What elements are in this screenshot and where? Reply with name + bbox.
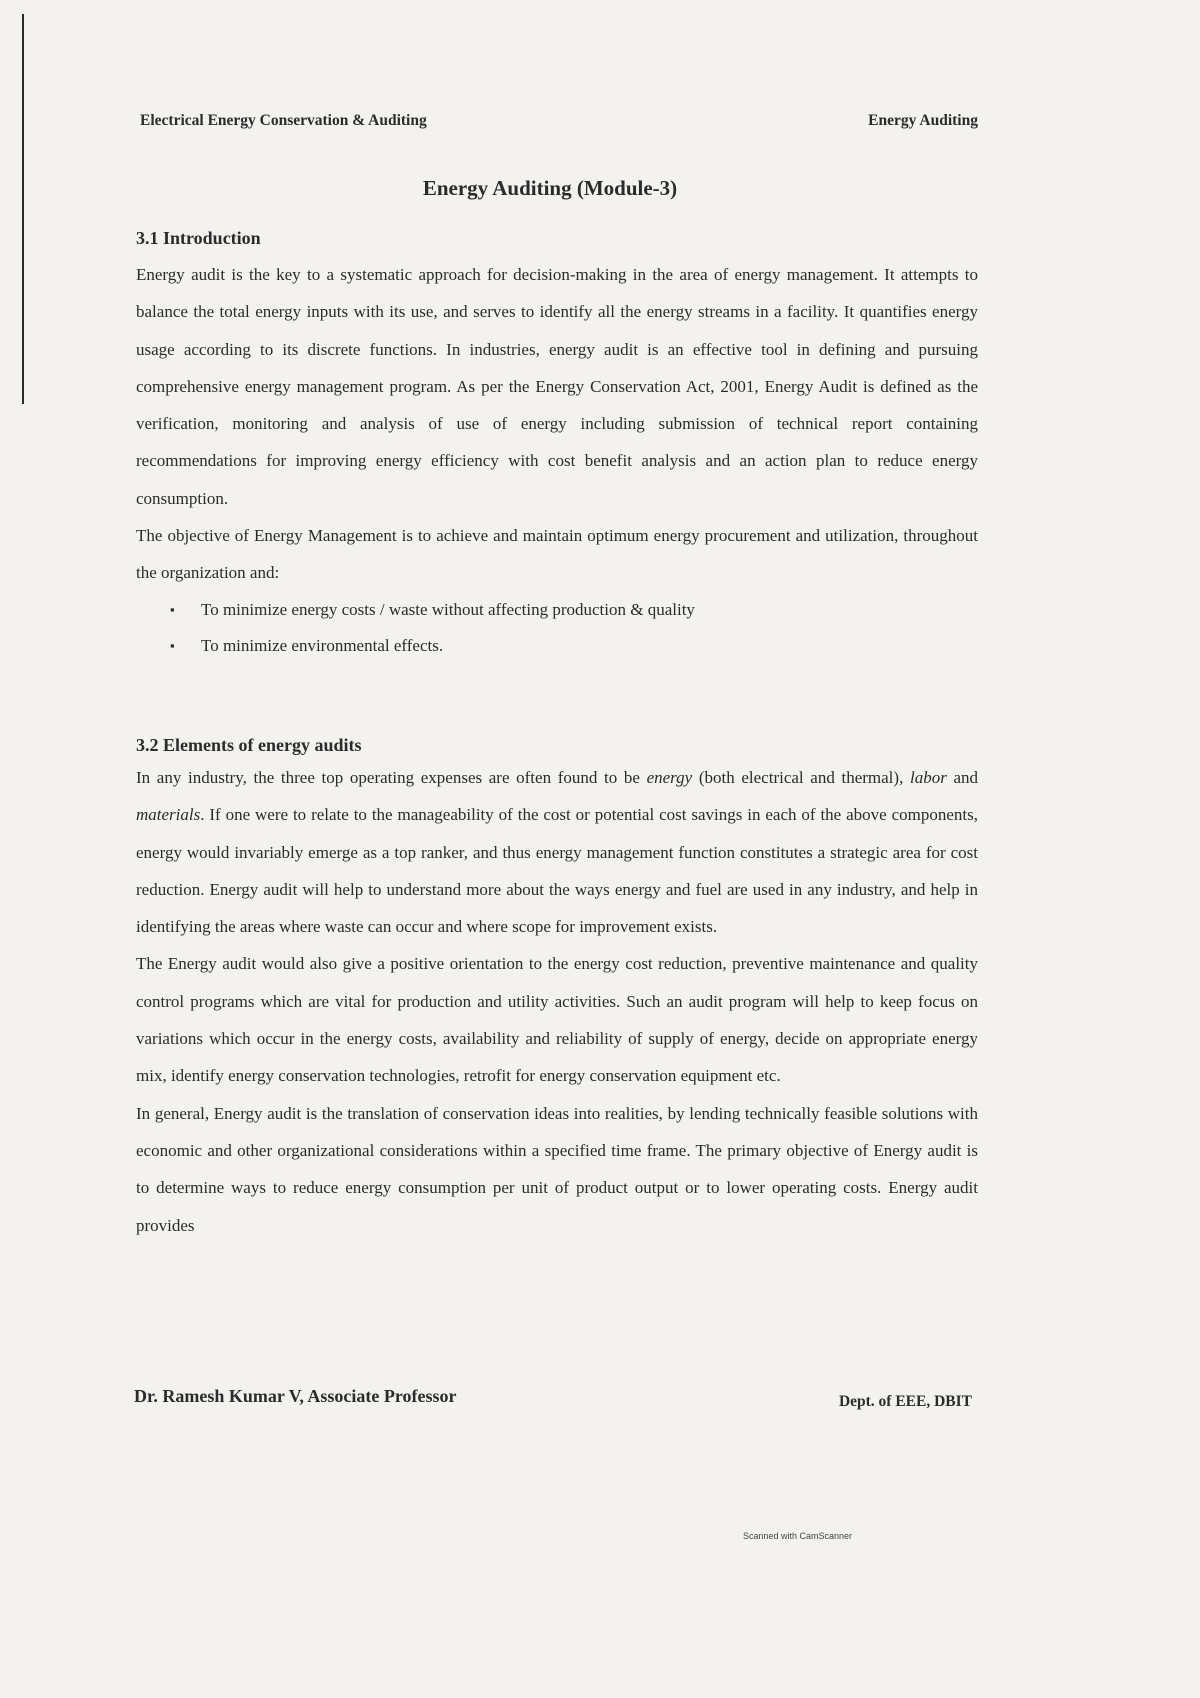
bullet-item: ▪ To minimize environmental effects. — [136, 628, 978, 664]
running-header-left: Electrical Energy Conservation & Auditing — [140, 112, 427, 129]
paragraph — [136, 759, 978, 945]
section-elements — [136, 735, 978, 1244]
paragraph: Energy audit is the key to a systematic approach for decision-making in the area of energy management. It attempts to balance the total energy inputs with its use, and serves to identify all the energy streams in a facility. It quantifies energy usage according to its discrete functions. In industries, energy audit is an effective tool in defining and pursuing comprehensive energy management program. As per the Energy Conservation Act, 2001, Energy Audit is defined as the verification, monitoring and analysis of use of energy including submission of technical report containing recommendations for improving energy efficiency with cost benefit analysis and an action plan to reduce energy consumption. — [136, 265, 978, 508]
section-heading: 3.2 Elements of energy audits — [136, 735, 362, 755]
section-heading: 3.1 Introduction — [136, 228, 261, 248]
page-title: Energy Auditing (Module-3) — [422, 176, 678, 200]
scanner-watermark: Scanned with CamScanner — [742, 1531, 852, 1541]
emphasis-materials: materials — [136, 805, 201, 825]
bullet-list — [136, 592, 978, 664]
text-run: In any industry, the three top operating expenses are often found to be — [136, 768, 647, 787]
running-header-right: Energy Auditing — [868, 112, 978, 129]
paragraph: In general, Energy audit is the translation of conservation ideas into realities, by lending technically feasible solutions with economic and other organizational considerations within a specified time frame. The primary objective of Energy audit is to determine ways to reduce energy consumption per unit of product output or to lower operating costs. Energy audit provides — [136, 1103, 978, 1235]
emphasis-labor: labor — [909, 768, 947, 787]
scan-edge-line — [22, 14, 24, 404]
section-introduction — [136, 228, 978, 664]
paragraph: The Energy audit would also give a positive orientation to the energy cost reduction, preventive maintenance and quality control programs which are vital for production and utility activities. Such an audit program will help to keep focus on variations which occur in the energy costs, availability and reliability of supply of energy, decide on appropriate energy mix, identify energy conservation technologies, retrofit for energy conservation equipment etc. — [136, 954, 978, 1086]
bullet-item: ▪ To minimize energy costs / waste without affecting production & quality — [136, 592, 978, 628]
text-run: (both electrical and thermal), — [692, 768, 910, 787]
footer-department: Dept. of EEE, DBIT — [838, 1393, 972, 1410]
text-run: and — [946, 768, 979, 787]
text-run: . If one were to relate to the manageability of the cost or potential cost savings in each of the above components, energy would invariably emerge as a top ranker, and thus energy management function constitutes a strategic area for cost reduction. Energy audit will help to understand more about the ways energy and fuel are used in any industry, and help in identifying the areas where waste can occur and where scope for improvement exists. — [136, 805, 978, 937]
footer-author: Dr. Ramesh Kumar V, Associate Professor — [134, 1386, 457, 1406]
paragraph: The objective of Energy Management is to achieve and maintain optimum energy procurement and utilization, throughout the organization and: — [136, 526, 978, 583]
emphasis-energy: energy — [646, 768, 693, 787]
